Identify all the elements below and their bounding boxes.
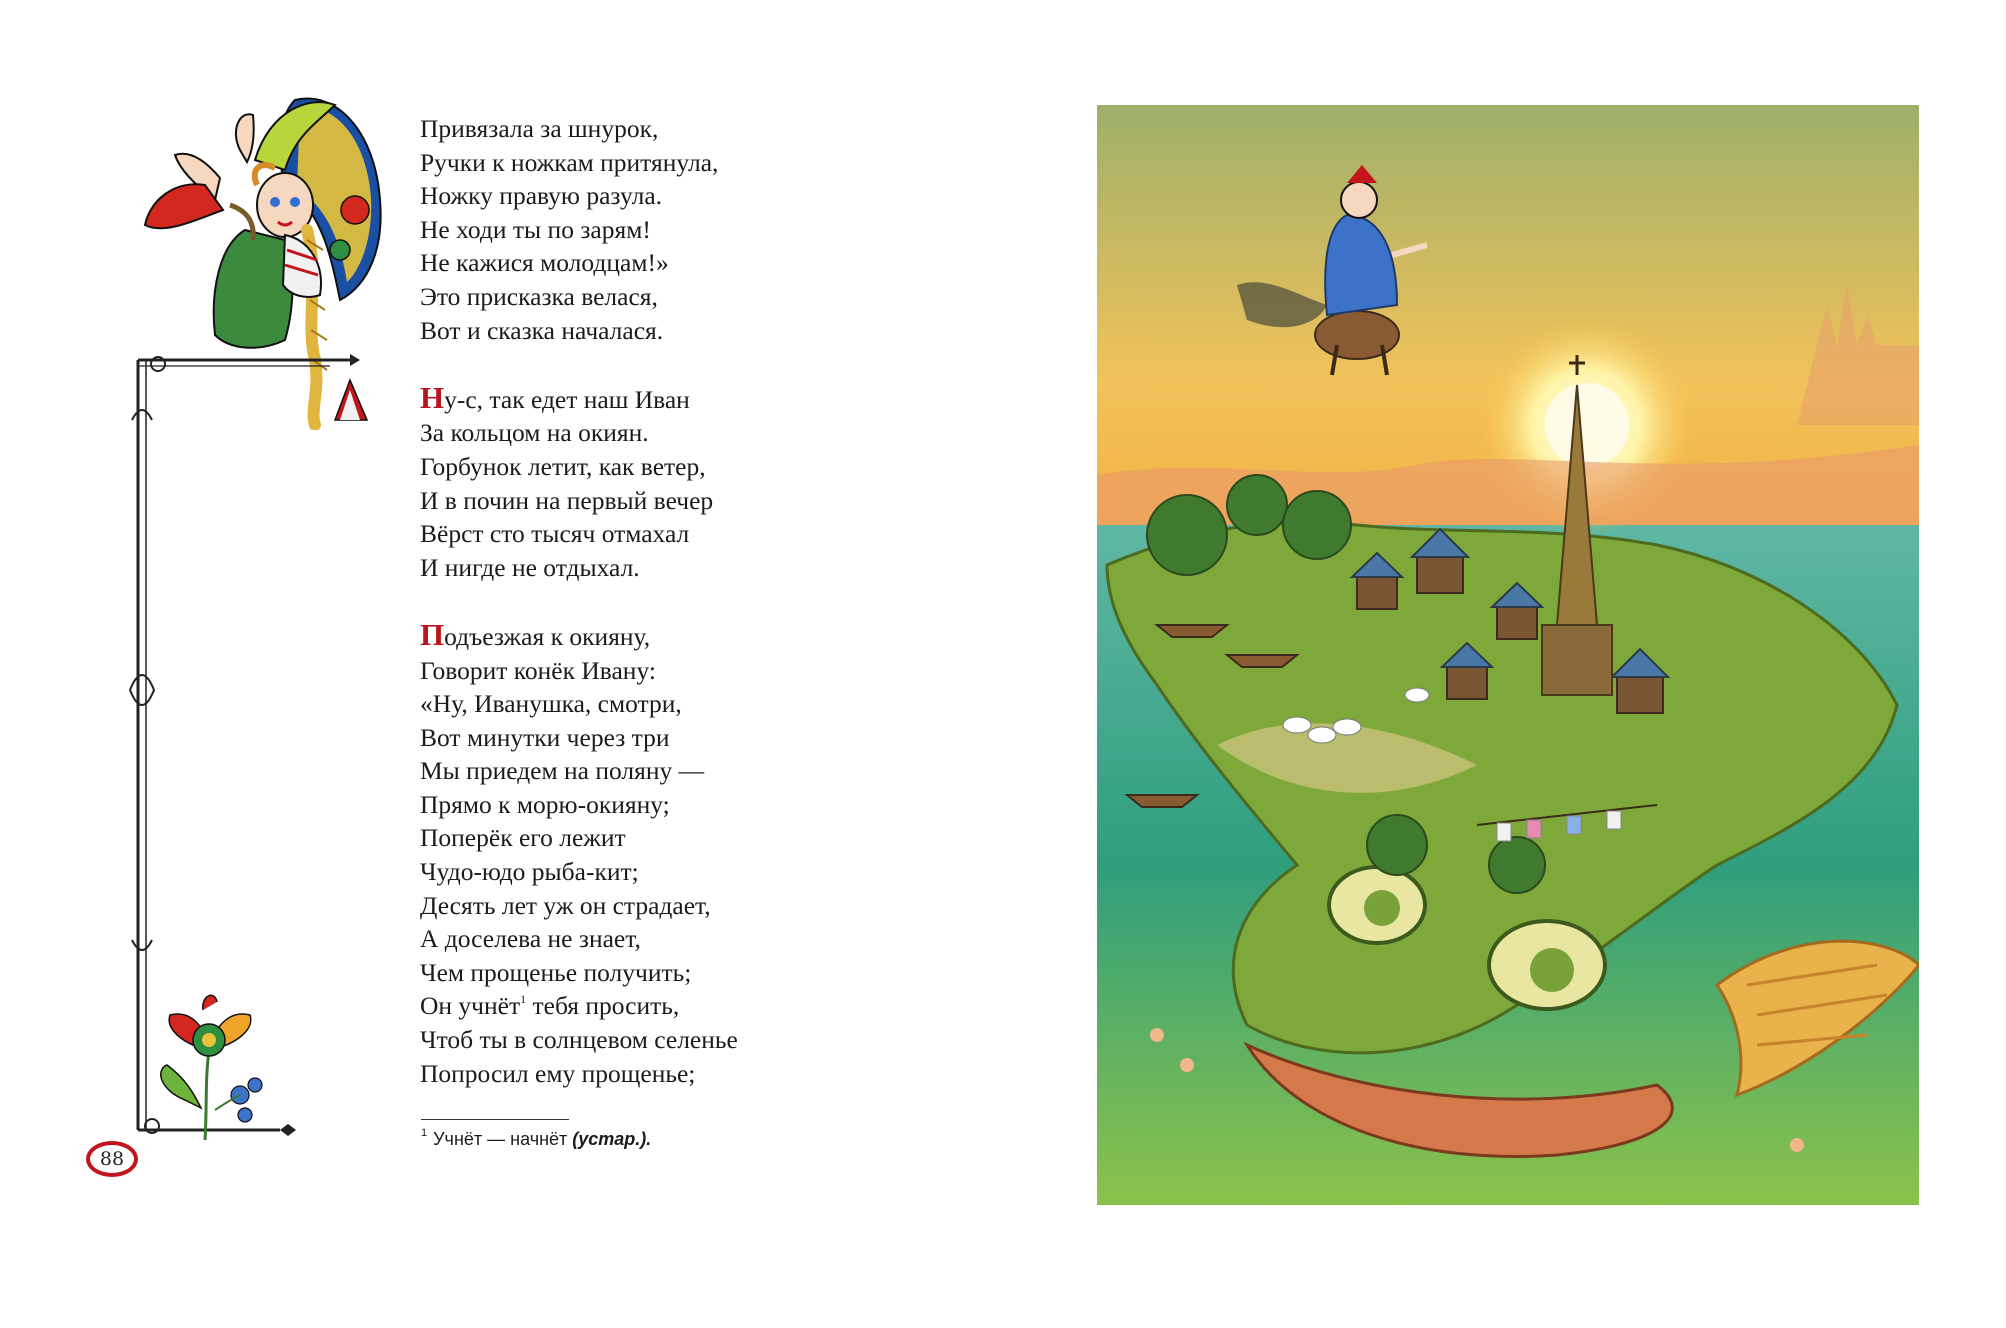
footnote-marker[interactable]: 1: [520, 992, 527, 1007]
poem-line: А доселева не знает,: [420, 924, 641, 954]
footnote-mark: 1: [421, 1127, 428, 1139]
page-number: 88: [86, 1141, 138, 1177]
poem-line: За кольцом на окиян.: [420, 418, 649, 448]
poem-line: Это присказка велася,: [420, 281, 658, 311]
whale-island-illustration: [1097, 105, 1919, 1205]
poem-line-footnoted: [420, 989, 940, 1023]
poem-line-part: Он учнёт: [420, 991, 521, 1021]
poem-line: Горбунок летит, как ветер,: [420, 451, 706, 481]
poem-text: [420, 112, 940, 1124]
poem-line-part: тебя просить,: [526, 991, 680, 1021]
poem-line-first: [420, 618, 940, 654]
footnote-text: Учнёт — начнёт: [433, 1129, 573, 1149]
poem-line: Прямо к морю-окияну;: [420, 789, 670, 819]
footnote-end: .: [646, 1129, 652, 1149]
poem-line: Вот минутки через три: [420, 722, 670, 752]
poem-line-first: [420, 381, 940, 417]
poem-line: Чем прощенье получить;: [420, 957, 692, 987]
poem-line-rest: одъезжая к окияну,: [444, 621, 651, 651]
stanza-2: [420, 381, 940, 585]
right-page: [1003, 0, 2006, 1328]
poem-line: И нигде не отдыхал.: [420, 552, 640, 582]
footnote-italic: (устар.): [572, 1129, 647, 1149]
poem-line: Вёрст сто тысяч отмахал: [420, 519, 690, 549]
stanza-3: [420, 618, 940, 1090]
poem-line: Ручки к ножкам притянула,: [420, 147, 719, 177]
poem-line: «Ну, Иванушка, смотри,: [420, 689, 682, 719]
drop-cap: Н: [420, 379, 445, 415]
drop-cap: П: [420, 616, 445, 652]
flower-ornament: [145, 990, 275, 1150]
poem-line: Чудо-юдо рыба-кит;: [420, 857, 639, 887]
poem-line: Привязала за шнурок,: [420, 114, 659, 143]
poem-line: Не ходи ты по зарям!: [420, 214, 651, 244]
poem-line: И в почин на первый вечер: [420, 485, 714, 515]
poem-line-rest: у-с, так едет наш Иван: [444, 384, 690, 414]
poem-line: Вот и сказка началася.: [420, 315, 664, 345]
stanza-1: [420, 112, 940, 347]
footnote: [421, 1129, 651, 1150]
poem-line: Попросил ему прощенье;: [420, 1058, 696, 1088]
poem-line: Говорит конёк Ивану:: [420, 655, 656, 685]
footnote-divider: [421, 1119, 569, 1120]
poem-line: Поперёк его лежит: [420, 823, 626, 853]
poem-line: Чтоб ты в солнцевом селенье: [420, 1025, 738, 1055]
poem-line: Десять лет уж он страдает,: [420, 890, 711, 920]
poem-line: Не кажися молодцам!»: [420, 248, 669, 278]
poem-line: Мы приедем на поляну —: [420, 756, 705, 786]
poem-line: Ножку правую разула.: [420, 181, 663, 211]
